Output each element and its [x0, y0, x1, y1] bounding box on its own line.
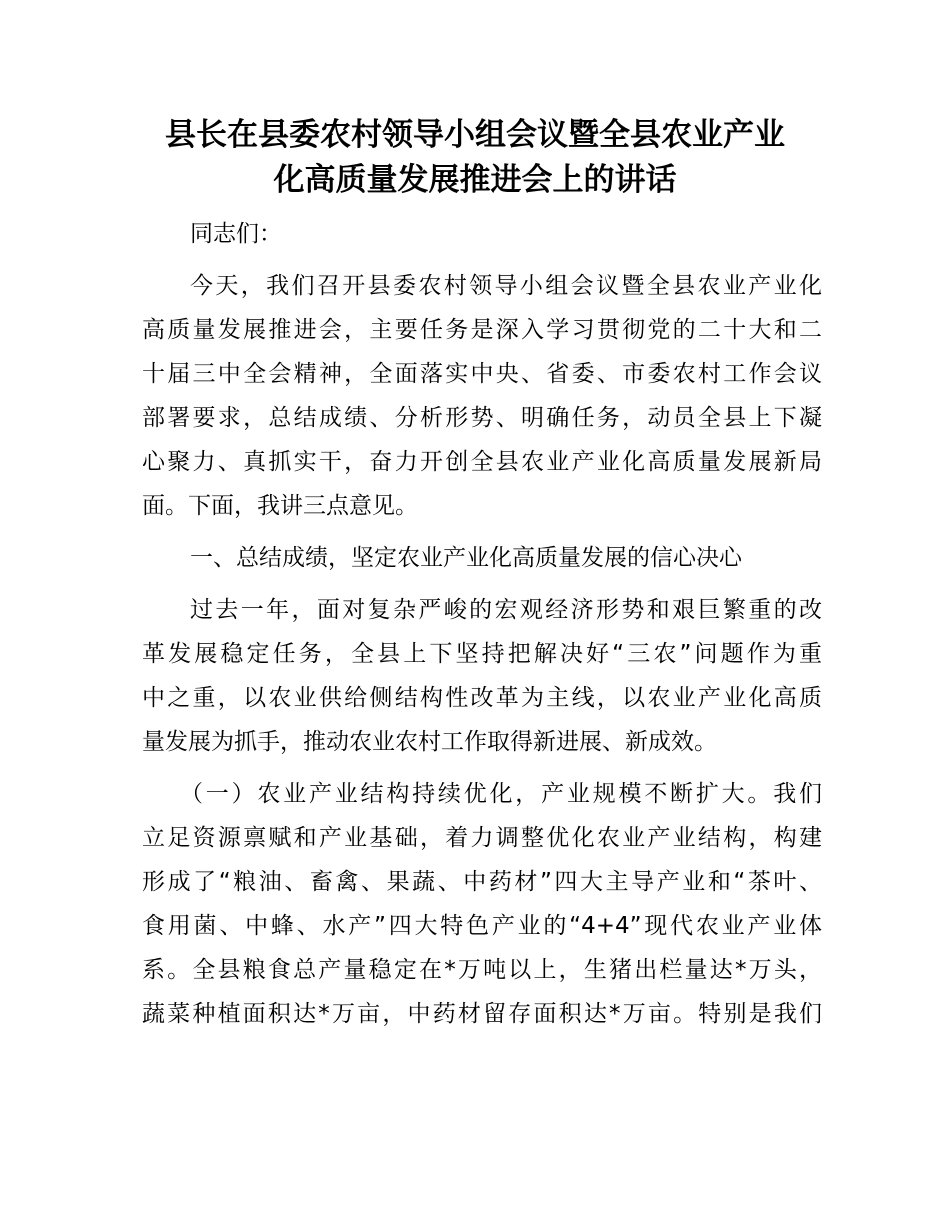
paragraph-2-line-3: 中之重，以农业供给侧结构性改革为主线，以农业产业化高质 — [142, 685, 822, 711]
paragraph-2-line-1: 过去一年，面对复杂严峻的宏观经济形势和艰巨繁重的改 — [190, 597, 822, 623]
paragraph-3-line-4: 食用菌、中蜂、水产”四大特色产业的“4+4”现代农业产业体 — [142, 913, 822, 939]
paragraph-1-line-6: 面。下面，我讲三点意见。 — [142, 493, 418, 519]
paragraph-3-line-1: （一）农业产业结构持续优化，产业规模不断扩大。我们 — [180, 781, 822, 807]
document-title-line-2: 化高质量发展推进会上的讲话 — [273, 162, 677, 198]
paragraph-2-line-4: 量发展为抓手，推动农业农村工作取得新进展、新成效。 — [142, 729, 717, 755]
paragraph-1-line-3: 十届三中全会精神，全面落实中央、省委、市委农村工作会议 — [142, 361, 822, 387]
paragraph-3-line-5: 系。全县粮食总产量稳定在*万吨以上，生猪出栏量达*万头， — [142, 957, 822, 983]
paragraph-3-line-6: 蔬菜种植面积达*万亩，中药材留存面积达*万亩。特别是我们 — [142, 1001, 822, 1027]
section-heading-1: 一、总结成绩，坚定农业产业化高质量发展的信心决心 — [190, 545, 742, 571]
document-title-line-1: 县长在县委农村领导小组会议暨全县农业产业 — [165, 117, 785, 153]
paragraph-1-line-4: 部署要求，总结成绩、分析形势、明确任务，动员全县上下凝 — [142, 405, 822, 431]
paragraph-1-line-5: 心聚力、真抓实干，奋力开创全县农业产业化高质量发展新局 — [142, 449, 822, 475]
paragraph-1-line-1: 今天，我们召开县委农村领导小组会议暨全县农业产业化 — [190, 273, 822, 299]
paragraph-2-line-2: 革发展稳定任务，全县上下坚持把解决好“三农”问题作为重 — [142, 641, 822, 667]
salutation: 同志们： — [190, 221, 282, 247]
paragraph-1-line-2: 高质量发展推进会，主要任务是深入学习贯彻党的二十大和二 — [142, 317, 822, 343]
paragraph-3-line-3: 形成了“粮油、畜禽、果蔬、中药材”四大主导产业和“茶叶、 — [142, 869, 822, 895]
paragraph-3-line-2: 立足资源禀赋和产业基础，着力调整优化农业产业结构，构建 — [142, 825, 822, 851]
